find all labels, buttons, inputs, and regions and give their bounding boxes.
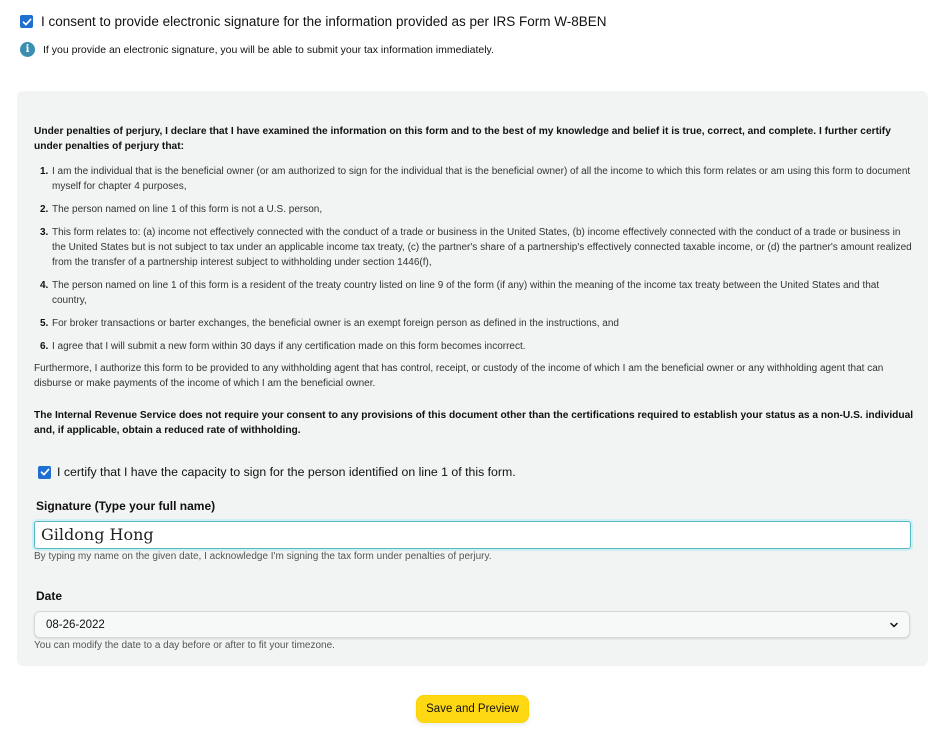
furthermore-text: Furthermore, I authorize this form to be provided to any withholding agent that has control, receipt, or custody of the income of which I am the beneficial owner or any withholding agent that can disburse or make payments of the income of which I am the beneficial owner. <box>34 363 884 389</box>
checkmark-icon <box>40 467 50 477</box>
signature-input[interactable]: Gildong Hong <box>34 521 911 549</box>
list-item: 1. I am the individual that is the beneficial owner (or am authorized to sign for the individual that is the beneficial owner) of all the income to which this form relates or am using this form to document myself for chapter 4 purposes, <box>40 166 911 192</box>
list-item: 3. This form relates to: (a) income not effectively connected with the conduct of a trade or business in the United States, (b) income effectively connected with the conduct of a trade or business in the United States but is not subject to tax under an applicable income tax treaty, (c) the partner's share of a partnership's effectively connected taxable income, or (d) the partner's amount realized from the transfer of a partnership interest subject to withholding under section 1446(f), <box>40 227 912 268</box>
certify-label: I certify that I have the capacity to sign for the person identified on line 1 of this form. <box>57 465 516 479</box>
certification-list <box>34 164 914 362</box>
list-item: 4. The person named on line 1 of this form is a resident of the treaty country listed on line 9 of the form (if any) within the meaning of the income tax treaty between the United States and that country, <box>40 280 880 306</box>
info-row <box>20 42 494 57</box>
consent-label: I consent to provide electronic signature for the information provided as per IRS Form W-8BEN <box>41 14 607 29</box>
signature-help: By typing my name on the given date, I acknowledge I'm signing the tax form under penalties of perjury. <box>34 551 492 562</box>
info-text: If you provide an electronic signature, you will be able to submit your tax information immediately. <box>43 43 494 56</box>
certify-checkbox[interactable] <box>38 466 51 479</box>
certification-panel <box>17 91 928 666</box>
date-value: 08-26-2022 <box>46 618 105 631</box>
list-item: 6. I agree that I will submit a new form within 30 days if any certification made on this form becomes incorrect. <box>40 341 526 352</box>
date-select[interactable] <box>34 611 910 638</box>
date-help: You can modify the date to a day before or after to fit your timezone. <box>34 640 335 651</box>
save-and-preview-button[interactable]: Save and Preview <box>416 695 529 723</box>
list-item: 2. The person named on line 1 of this form is not a U.S. person, <box>40 204 323 215</box>
signature-label: Signature (Type your full name) <box>36 499 216 513</box>
consent-row <box>20 14 607 29</box>
irs-note: The Internal Revenue Service does not require your consent to any provisions of this document other than the certifications required to establish your status as a non-U.S. individual and, if applicable, obtain a reduced rate of withholding. <box>34 410 914 436</box>
checkmark-icon <box>22 17 32 27</box>
declaration-intro: Under penalties of perjury, I declare that I have examined the information on this form and to the best of my knowledge and belief it is true, correct, and complete. I further certify under penalties of perjury that: <box>34 126 891 152</box>
date-label: Date <box>36 589 63 603</box>
certify-row <box>38 465 516 479</box>
chevron-down-icon <box>889 620 899 630</box>
consent-checkbox[interactable] <box>20 15 33 28</box>
info-icon: i <box>20 42 35 57</box>
list-item: 5. For broker transactions or barter exchanges, the beneficial owner is an exempt foreign person as defined in the instructions, and <box>40 318 619 329</box>
